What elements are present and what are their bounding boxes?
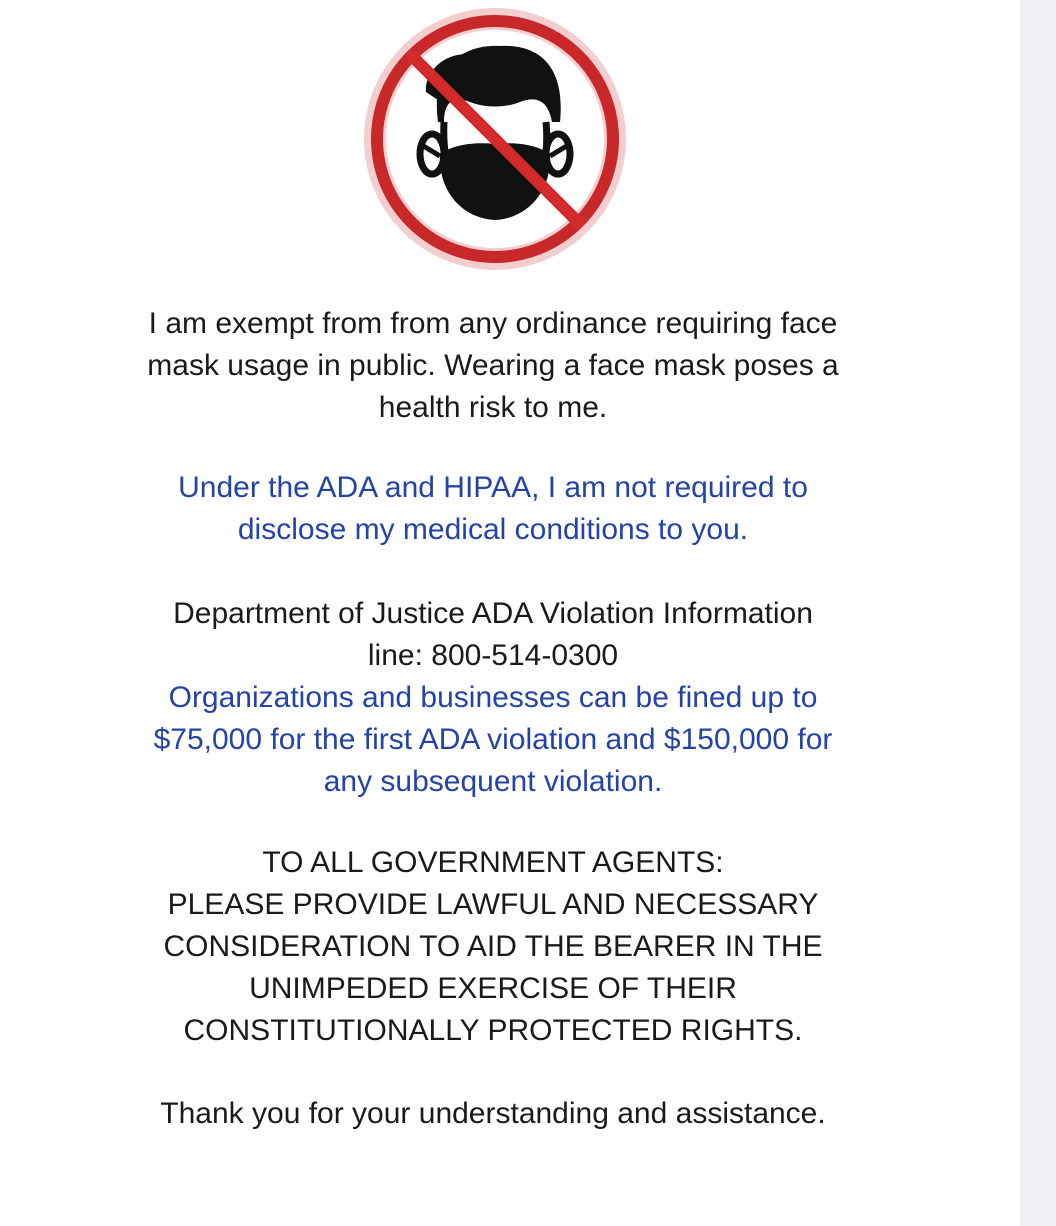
agents-line-4: UNIMPEDED EXERCISE OF THEIR bbox=[249, 972, 737, 1005]
government-agents-notice bbox=[40, 842, 946, 1052]
ada-line-1: Under the ADA and HIPAA, I am not required to bbox=[178, 471, 808, 504]
ada-hipaa-statement bbox=[40, 467, 946, 551]
fines-line-2: $75,000 for the first ADA violation and $150,000 for bbox=[153, 723, 833, 756]
fines-line-1: Organizations and businesses can be fined up to bbox=[168, 681, 818, 714]
exemption-line-2: mask usage in public. Wearing a face mask poses a bbox=[147, 349, 839, 382]
doj-line-1: Department of Justice ADA Violation Information bbox=[173, 597, 813, 630]
agents-line-2: PLEASE PROVIDE LAWFUL AND NECESSARY bbox=[167, 888, 819, 921]
no-mask-icon bbox=[360, 4, 630, 274]
fines-line-3: any subsequent violation. bbox=[323, 765, 663, 798]
agents-line-5: CONSTITUTIONALLY PROTECTED RIGHTS. bbox=[183, 1014, 803, 1047]
doj-phone-number: line: 800-514-0300 bbox=[367, 639, 619, 672]
doj-info-line bbox=[40, 593, 946, 677]
exemption-statement bbox=[40, 303, 946, 429]
agents-line-1: TO ALL GOVERNMENT AGENTS: bbox=[262, 846, 724, 879]
thank-you-line bbox=[40, 1093, 946, 1135]
exemption-line-1: I am exempt from from any ordinance requiring face bbox=[148, 307, 838, 340]
fines-statement bbox=[40, 677, 946, 803]
agents-line-3: CONSIDERATION TO AID THE BEARER IN THE bbox=[163, 930, 823, 963]
thanks-line-1: Thank you for your understanding and assistance. bbox=[160, 1097, 826, 1130]
right-margin-strip bbox=[1020, 0, 1056, 1226]
exemption-line-3: health risk to me. bbox=[378, 391, 608, 424]
ada-line-2: disclose my medical conditions to you. bbox=[237, 513, 749, 546]
